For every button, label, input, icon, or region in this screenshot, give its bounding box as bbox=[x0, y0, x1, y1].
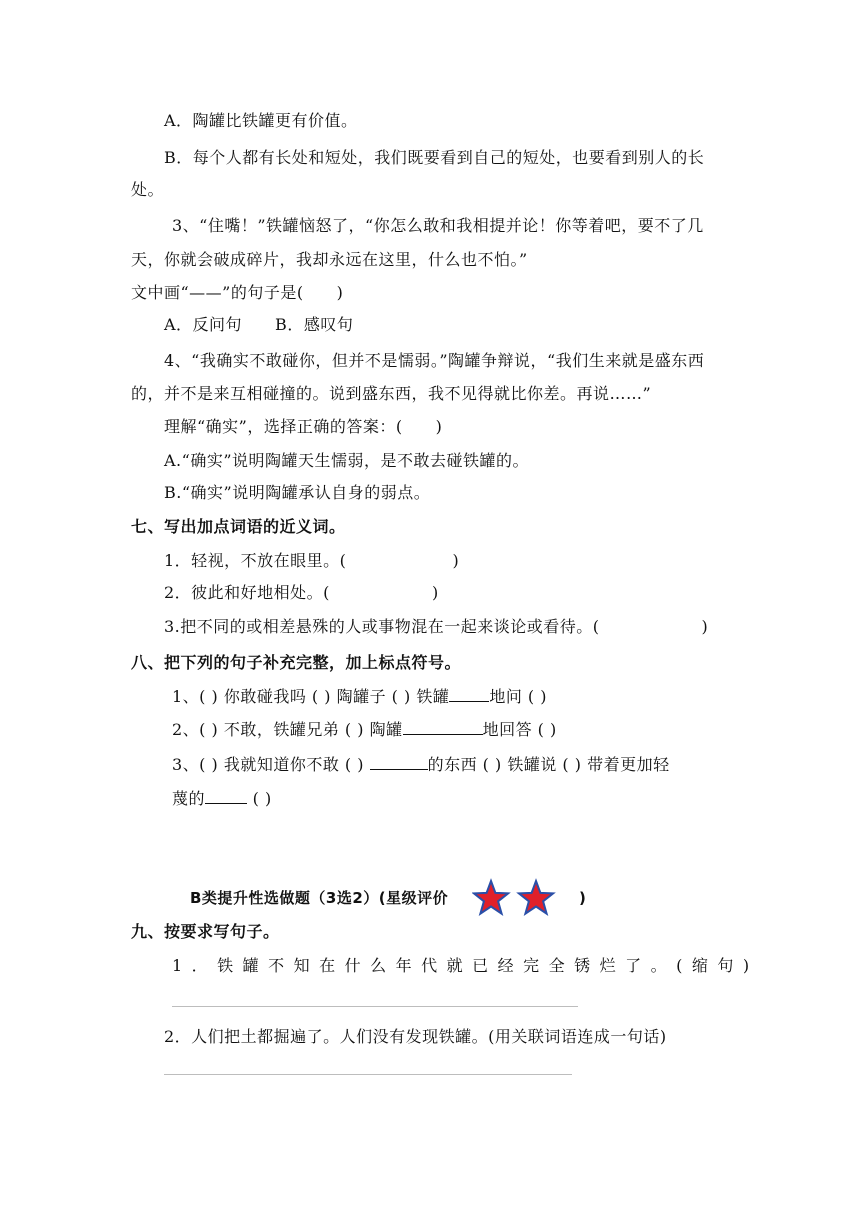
q6-item3-question: 文中画“——”的句子是( ) bbox=[131, 283, 344, 302]
q8-item1-blank[interactable] bbox=[449, 685, 489, 702]
q9-heading: 九、按要求写句子。 bbox=[131, 922, 280, 941]
q7-heading: 七、写出加点词语的近义词。 bbox=[131, 517, 346, 536]
q8-item3-cont bbox=[172, 787, 272, 810]
q7-item2 bbox=[164, 582, 439, 604]
q8-item3-text-a: 3、( ) 我就知道你不敢 ( ) bbox=[172, 755, 364, 774]
star-rating bbox=[472, 878, 562, 918]
q6-option-a: A．陶罐比铁罐更有价值。 bbox=[164, 111, 358, 130]
q8-item2 bbox=[172, 718, 557, 741]
q8-item3 bbox=[172, 753, 670, 776]
q6-item4-question: 理解“确实”，选择正确的答案：( ) bbox=[164, 417, 443, 436]
q8-item2-text-a: 2、( ) 不敢，铁罐兄弟 ( ) 陶罐 bbox=[172, 720, 403, 739]
q6-item4-line2: 的，并不是来互相碰撞的。说到盛东西，我不见得就比你差。再说……” bbox=[131, 384, 652, 403]
q8-item3-text-c: 蔑的 bbox=[172, 789, 206, 808]
q7-item1 bbox=[164, 550, 459, 572]
q8-item1 bbox=[172, 685, 547, 708]
q8-item3-text-d: ( ) bbox=[252, 789, 272, 808]
q9-item2: 2．人们把土都掘遍了。人们没有发现铁罐。(用关联词语连成一句话) bbox=[164, 1027, 667, 1046]
q7-item3 bbox=[164, 616, 708, 638]
q8-item1-text-a: 1、( ) 你敢碰我吗 ( ) 陶罐子 ( ) 铁罐 bbox=[172, 687, 450, 706]
q6-item3-line2: 天，你就会破成碎片，我却永远在这里，什么也不怕。” bbox=[131, 250, 528, 269]
q9-item2-answer-line[interactable] bbox=[164, 1074, 572, 1075]
star-icon bbox=[474, 881, 508, 914]
q8-item1-text-b: 地问 ( ) bbox=[489, 687, 547, 706]
q8-item3-text-b: 的东西 ( ) 铁罐说 ( ) 带着更加轻 bbox=[427, 755, 670, 774]
q7-item2-close: ) bbox=[431, 583, 439, 602]
q6-item3-options: A．反问句 B．感叹句 bbox=[164, 315, 354, 334]
q8-item2-text-b: 地回答 ( ) bbox=[482, 720, 557, 739]
section-b-title-close: ) bbox=[579, 889, 587, 907]
star-icon bbox=[519, 881, 553, 914]
q6-item4-option-a: A.“确实”说明陶罐天生懦弱，是不敢去碰铁罐的。 bbox=[164, 451, 530, 470]
q8-heading: 八、把下列的句子补充完整，加上标点符号。 bbox=[131, 653, 462, 672]
q8-item3-blank2[interactable] bbox=[205, 787, 247, 804]
q6-option-b-line1: B．每个人都有长处和短处，我们既要看到自己的短处，也要看到别人的长 bbox=[164, 148, 705, 167]
q7-item3-text: 3.把不同的或相差悬殊的人或事物混在一起来谈论或看待。( bbox=[164, 617, 600, 636]
q7-item1-text: 1．轻视，不放在眼里。( bbox=[164, 551, 347, 570]
section-b-title: B类提升性选做题（3选2）(星级评价 bbox=[190, 889, 449, 907]
q9-item1: 1．铁罐不知在什么年代就已经完全锈烂了。(缩句) bbox=[172, 956, 759, 975]
q7-item3-close: ) bbox=[701, 617, 709, 636]
q6-item3-line1: 3、“住嘴！”铁罐恼怒了，“你怎么敢和我相提并论！你等着吧，要不了几 bbox=[172, 216, 704, 235]
q6-item4-line1: 4、“我确实不敢碰你，但并不是懦弱。”陶罐争辩说，“我们生来就是盛东西 bbox=[164, 351, 705, 370]
q7-item2-text: 2．彼此和好地相处。( bbox=[164, 583, 330, 602]
q6-option-b-line2: 处。 bbox=[131, 180, 165, 199]
q8-item3-blank1[interactable] bbox=[370, 753, 428, 770]
q8-item2-blank[interactable] bbox=[403, 718, 483, 735]
q9-item1-answer-line[interactable] bbox=[172, 1006, 578, 1007]
q7-item1-close: ) bbox=[452, 551, 460, 570]
q6-item4-option-b: B.“确实”说明陶罐承认自身的弱点。 bbox=[164, 483, 431, 502]
